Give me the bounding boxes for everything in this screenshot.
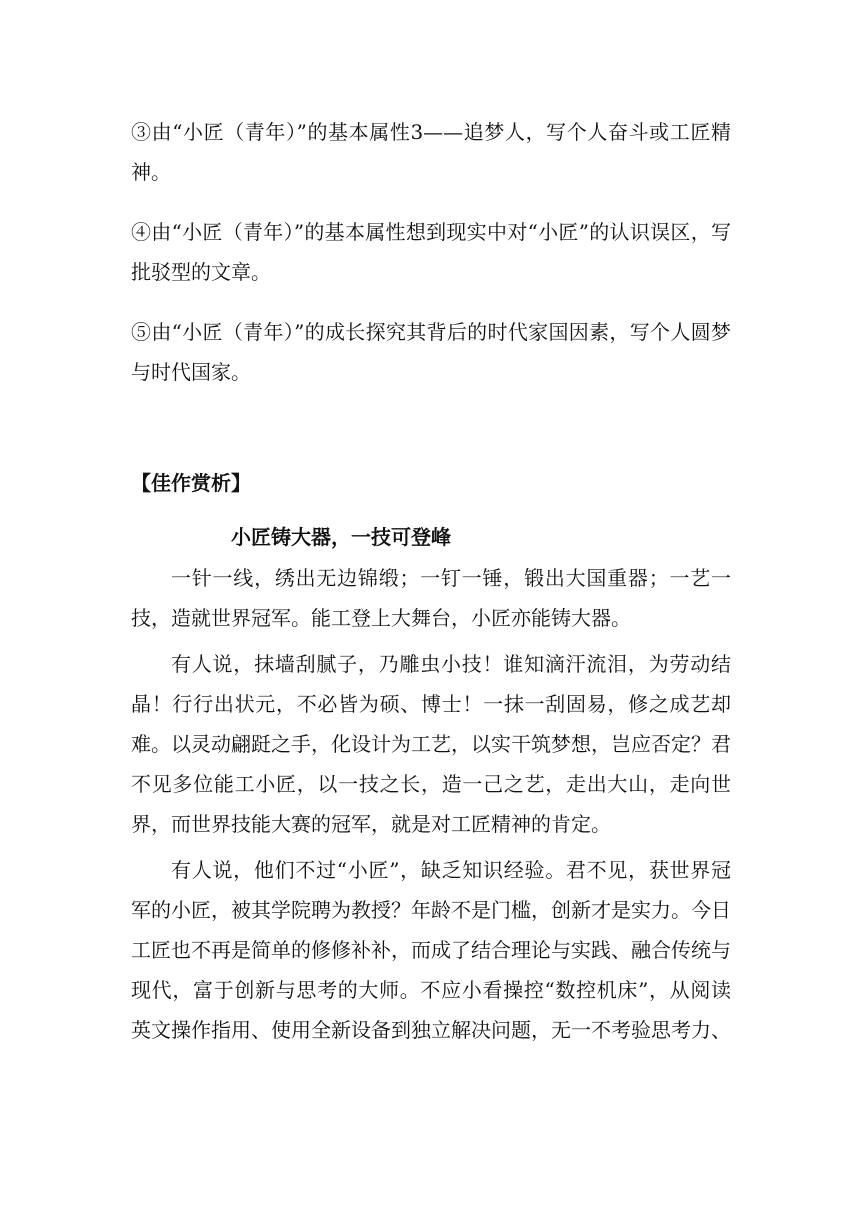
essay-paragraph-2: 有人说，抹墙刮腻子，乃雕虫小技！谁知滴汗流泪，为劳动结晶！行行出状元，不必皆为硕、博士！一抹一刮固易，修之成艺却难。以灵动翩跹之手，化设计为工艺，以实干筑梦想，岂应否定？君不见多位能工小匠，以一技之长，造一己之艺，走出大山，走向世界，而世界技能大赛的冠军，就是对工匠精神的肯定。 (131, 652, 731, 836)
point-3: ③由“小匠（青年）”的基本属性3——追梦人，写个人奋斗或工匠精神。 (131, 120, 731, 184)
point-4: ④由“小匠（青年）”的基本属性想到现实中对“小匠”的认识误区，写批驳型的文章。 (131, 220, 731, 284)
essay-title: 小匠铸大器，一技可登峰 (231, 525, 451, 549)
section-heading: 【佳作赏析】 (131, 471, 251, 495)
point-5: ⑤由“小匠（青年）”的成长探究其背后的时代家国因素，写个人圆梦与时代国家。 (131, 320, 731, 384)
essay-paragraph-3: 有人说，他们不过“小匠”，缺乏知识经验。君不见，获世界冠军的小匠，被其学院聘为教授？年龄不是门槛，创新才是实力。今日工匠也不再是简单的修修补补，而成了结合理论与实践、融合传统与现代，富于创新与思考的大师。不应小看操控“数控机床”，从阅读英文操作指用、使用全新设备到独立解决问题，无一不考验思考力、 (131, 858, 731, 1042)
document-page (131, 112, 731, 1050)
essay-paragraph-1: 一针一线，绣出无边锦缎；一钉一锤，锻出大国重器；一艺一技，造就世界冠军。能工登上大舞台，小匠亦能铸大器。 (131, 566, 731, 630)
